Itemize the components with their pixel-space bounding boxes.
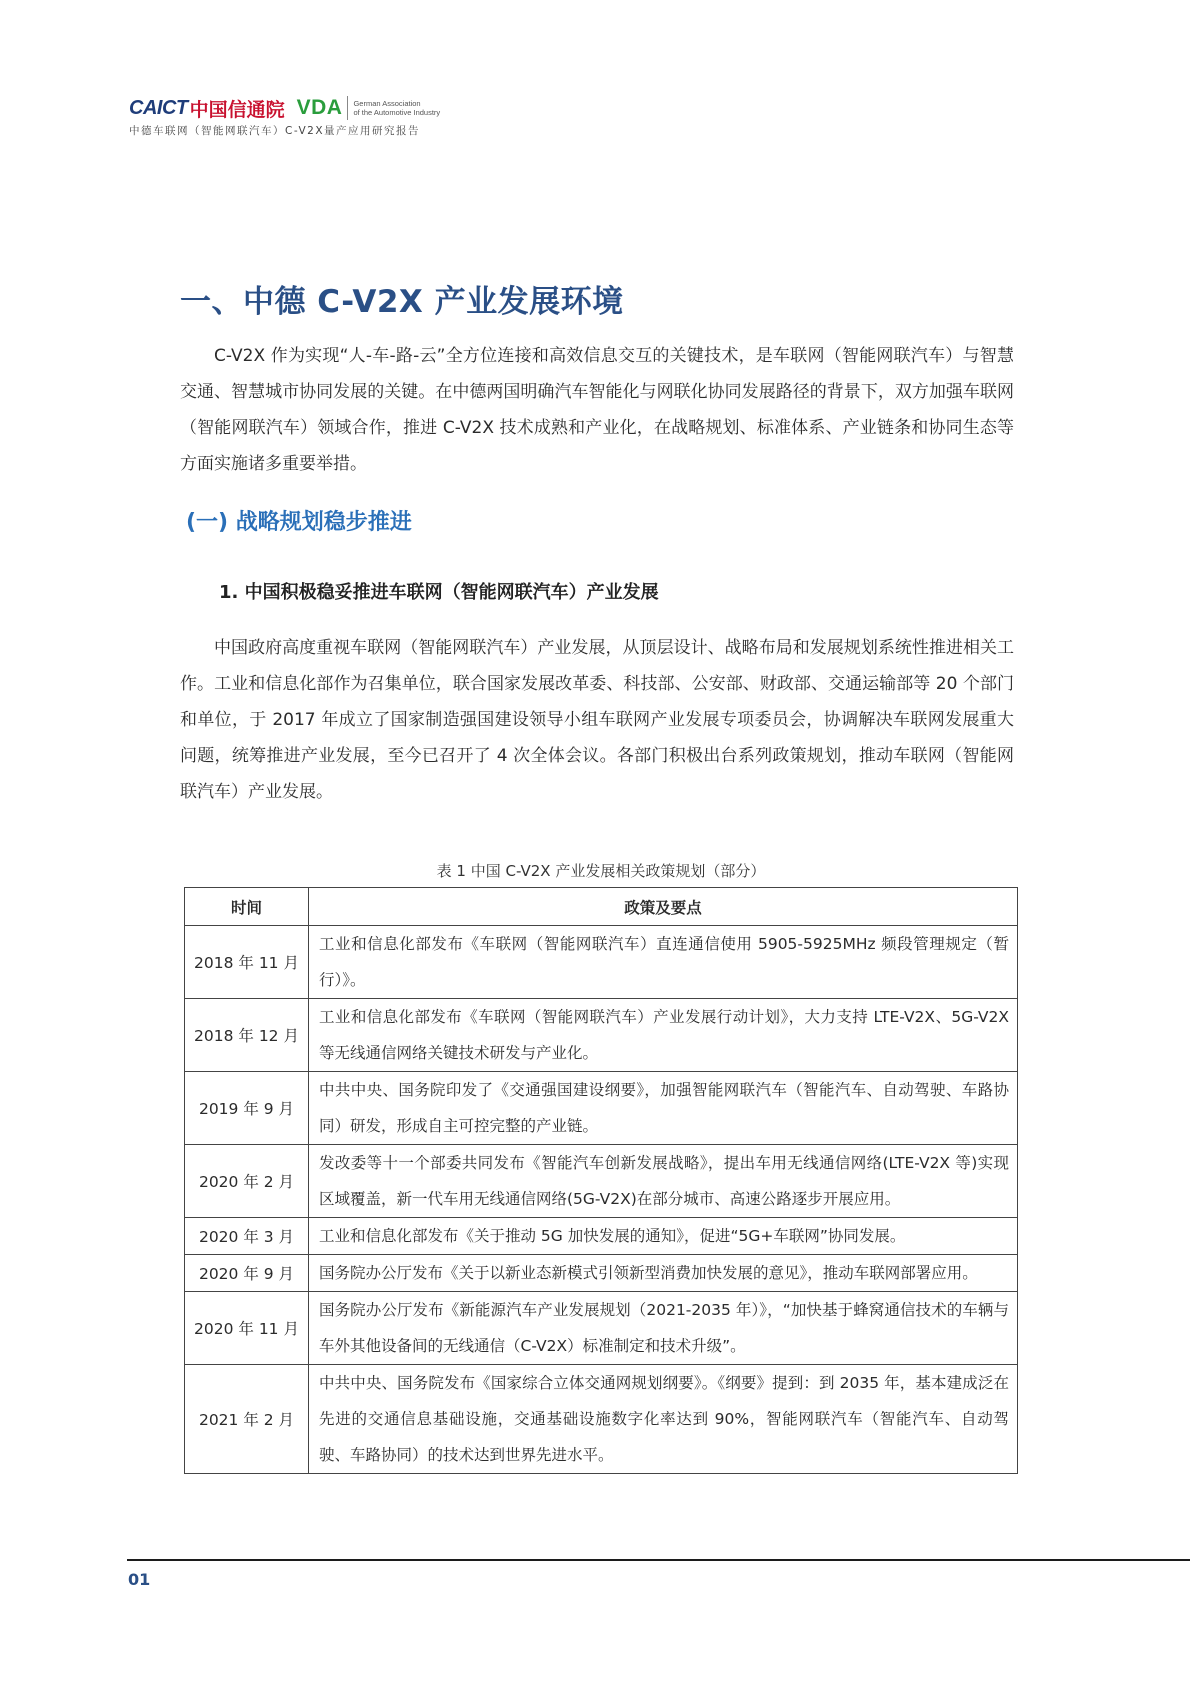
row-policy: 国务院办公厅发布《新能源汽车产业发展规划（2021-2035 年）》，“加快基于蜂窝通信技术的车辆与车外其他设备间的无线通信（C-V2X）标准制定和技术升级”。 [309, 1292, 1018, 1365]
table-row [185, 1218, 1018, 1255]
vda-subtitle-line2: of the Automotive Industry [353, 108, 441, 117]
row-policy: 工业和信息化部发布《车联网（智能网联汽车）产业发展行动计划》，大力支持 LTE-V2X、5G-V2X 等无线通信网络关键技术研发与产业化。 [309, 999, 1018, 1072]
page-header [129, 95, 440, 138]
column-header-date: 时间 [185, 888, 309, 926]
row-policy: 中共中央、国务院发布《国家综合立体交通网规划纲要》。《纲要》提到：到 2035 年，基本建成泛在先进的交通信息基础设施，交通基础设施数字化率达到 90%，智能网联汽车（智能汽车、自动驾驶、车路协同）的技术达到世界先进水平。 [309, 1365, 1018, 1474]
row-date: 2018 年 12 月 [185, 999, 309, 1072]
table-caption: 表 1 中国 C-V2X 产业发展相关政策规划（部分） [436, 862, 766, 880]
report-title: 中德车联网（智能网联汽车）C-V2X量产应用研究报告 [129, 125, 421, 137]
table-row [185, 1255, 1018, 1292]
table-header-row [185, 888, 1018, 926]
row-policy: 发改委等十一个部委共同发布《智能汽车创新发展战略》，提出车用无线通信网络(LTE-V2X 等)实现区域覆盖，新一代车用无线通信网络(5G-V2X)在部分城市、高速公路逐步开展应用。 [309, 1145, 1018, 1218]
subsubsection-title: 1. 中国积极稳妥推进车联网（智能网联汽车）产业发展 [219, 582, 659, 603]
row-date: 2020 年 3 月 [185, 1218, 309, 1255]
row-date: 2019 年 9 月 [185, 1072, 309, 1145]
vda-logo: VDA [296, 96, 343, 119]
footer-divider [127, 1559, 1190, 1561]
page-number: 01 [128, 1570, 151, 1589]
row-policy: 工业和信息化部发布《关于推动 5G 加快发展的通知》，促进“5G+车联网”协同发展。 [309, 1218, 1018, 1255]
section-title: 一、中德 C-V2X 产业发展环境 [180, 284, 624, 320]
policy-table [184, 887, 1018, 1474]
vda-subtitle-line1: German Association [353, 99, 421, 108]
table-row [185, 1145, 1018, 1218]
table-row [185, 1292, 1018, 1365]
vda-subtitle [353, 99, 440, 117]
subsubsection-body: 中国政府高度重视车联网（智能网联汽车）产业发展，从顶层设计、战略布局和发展规划系统性推进相关工作。工业和信息化部作为召集单位，联合国家发展改革委、科技部、公安部、财政部、交通运输部等 20 个部门和单位，于 2017 年成立了国家制造强国建设领导小组车联网产业发展专项委员会，协调解决车联网发展重大问题，统筹推进产业发展，至今已召开了 4 次全体会议。各部门积极出台系列政策规划，推动车联网（智能网联汽车）产业发展。 [180, 638, 1014, 802]
row-date: 2020 年 2 月 [185, 1145, 309, 1218]
row-policy: 工业和信息化部发布《车联网（智能网联汽车）直连通信使用 5905-5925MHz 频段管理规定（暂行）》。 [309, 926, 1018, 999]
caict-logo-cn: 中国信通院 [189, 98, 285, 121]
table-row [185, 1072, 1018, 1145]
row-date: 2021 年 2 月 [185, 1365, 309, 1474]
table-row [185, 926, 1018, 999]
logo-row [129, 95, 440, 121]
row-date: 2020 年 11 月 [185, 1292, 309, 1365]
row-policy: 国务院办公厅发布《关于以新业态新模式引领新型消费加快发展的意见》，推动车联网部署应用。 [309, 1255, 1018, 1292]
row-date: 2018 年 11 月 [185, 926, 309, 999]
column-header-policy: 政策及要点 [309, 888, 1018, 926]
row-date: 2020 年 9 月 [185, 1255, 309, 1292]
table-row [185, 999, 1018, 1072]
table-row [185, 1365, 1018, 1474]
row-policy: 中共中央、国务院印发了《交通强国建设纲要》，加强智能网联汽车（智能汽车、自动驾驶、车路协同）研发，形成自主可控完整的产业链。 [309, 1072, 1018, 1145]
subsection-title: (一) 战略规划稳步推进 [186, 510, 412, 535]
section-intro: C-V2X 作为实现“人-车-路-云”全方位连接和高效信息交互的关键技术，是车联网（智能网联汽车）与智慧交通、智慧城市协同发展的关键。在中德两国明确汽车智能化与网联化协同发展路径的背景下，双方加强车联网（智能网联汽车）领域合作，推进 C-V2X 技术成熟和产业化，在战略规划、标准体系、产业链条和协同生态等方面实施诸多重要举措。 [180, 346, 1014, 474]
logo-divider [347, 96, 348, 120]
caict-logo: CAICT [129, 96, 188, 119]
